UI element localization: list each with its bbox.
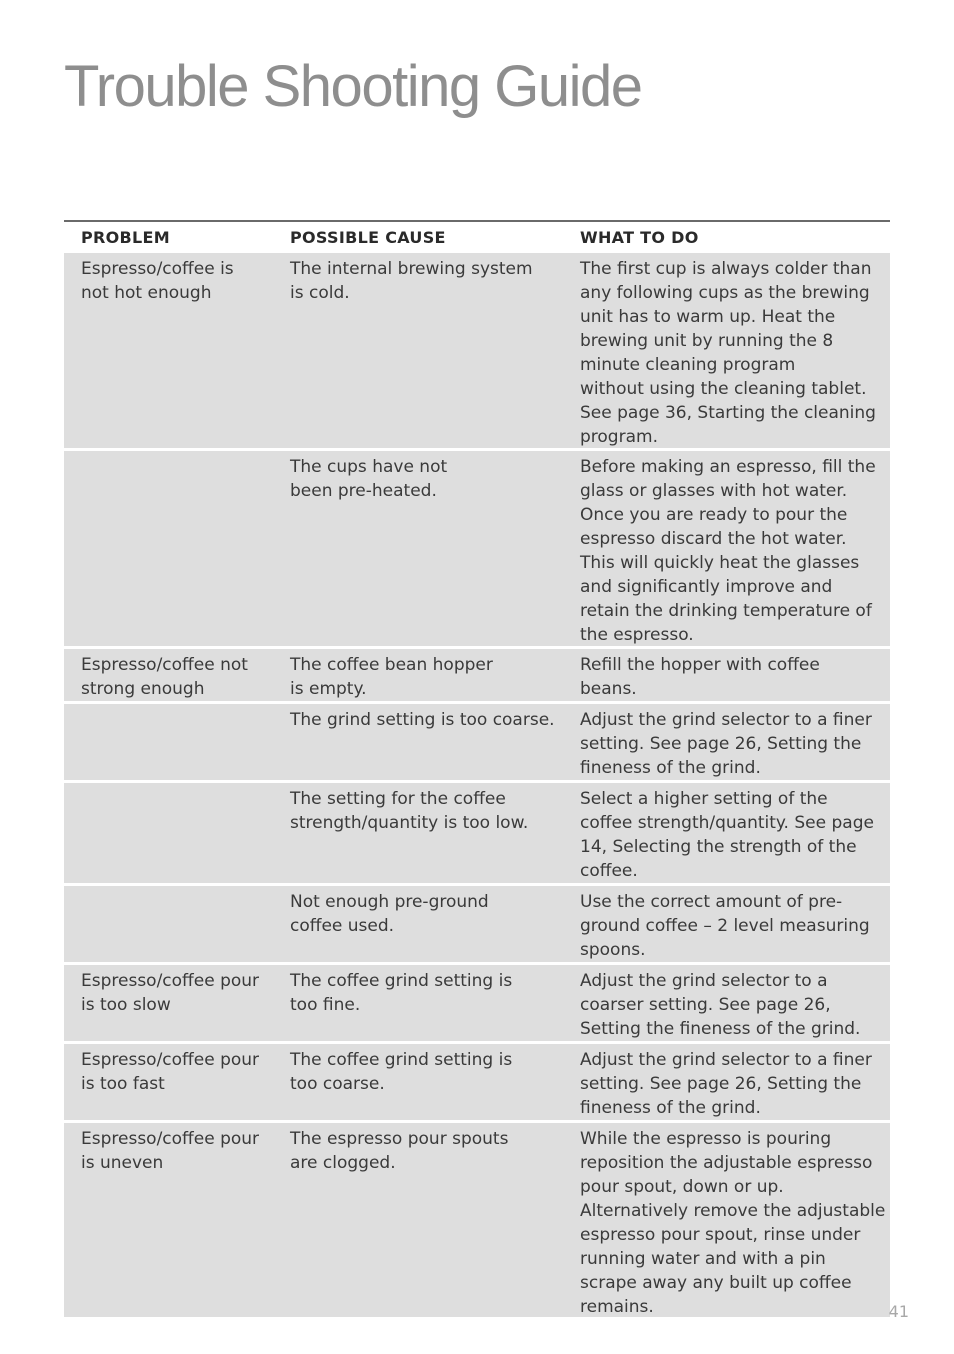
problem-cell: Espresso/coffee pour is too fast [81,1050,260,1094]
cause-cell: Not enough pre-ground coffee used. [290,892,489,936]
todo-cell: The first cup is always colder than any following cups as the brewing unit has to warm up. Heat the brewing unit by running the 8 minute cleaning program without using the cleaning tablet. See page 36, Starting the cleaning program. [580,259,876,447]
todo-cell: Before making an espresso, fill the glass or glasses with hot water. Once you are ready to pour the espresso discard the hot water. This will quickly heat the glasses and significantly improve and retain the drinking temperature of the espresso. [580,457,876,645]
todo-cell: While the espresso is pouring reposition the adjustable espresso pour spout, down or up. Alternatively remove the adjustable espresso pour spout, rinse under running water and with a pin scrape away any built up coffee remains. [580,1129,886,1317]
table-row [64,883,890,962]
cause-cell: The coffee grind setting is too fine. [290,971,513,1015]
problem-cell: Espresso/coffee is not hot enough [81,259,234,303]
problem-cell [64,783,290,883]
page-number: 41 [888,1302,909,1321]
table-row [64,701,890,780]
todo-cell: Adjust the grind selector to a finer setting. See page 26, Setting the fineness of the grind. [580,710,872,778]
table-row [64,646,890,701]
cause-cell: The espresso pour spouts are clogged. [290,1129,509,1173]
problem-cell: Espresso/coffee pour is uneven [81,1129,260,1173]
table-row [64,448,890,646]
table-row [64,250,890,448]
table-header [64,222,890,250]
todo-cell: Use the correct amount of pre- ground coffee – 2 level measuring spoons. [580,892,870,960]
table-row [64,780,890,883]
problem-cell [64,451,290,646]
todo-cell: Adjust the grind selector to a coarser setting. See page 26, Setting the fineness of the grind. [580,971,861,1039]
header-possible-cause: POSSIBLE CAUSE [290,227,446,247]
problem-cell [64,704,290,780]
todo-cell: Select a higher setting of the coffee strength/quantity. See page 14, Selecting the strength of the coffee. [580,789,874,881]
problem-cell: Espresso/coffee pour is too slow [81,971,260,1015]
cause-cell: The cups have not been pre-heated. [290,457,448,501]
todo-cell: Refill the hopper with coffee beans. [580,655,820,699]
page-title: Trouble Shooting Guide [64,54,642,119]
table-row [64,1041,890,1120]
header-what-to-do: WHAT TO DO [580,227,699,247]
table-row [64,962,890,1041]
troubleshooting-table [64,220,890,1317]
todo-cell: Adjust the grind selector to a finer setting. See page 26, Setting the fineness of the grind. [580,1050,872,1118]
header-problem: PROBLEM [81,227,170,247]
problem-cell: Espresso/coffee not strong enough [81,655,248,699]
problem-cell [64,886,290,962]
cause-cell: The grind setting is too coarse. [290,710,555,730]
cause-cell: The internal brewing system is cold. [290,259,533,303]
cause-cell: The setting for the coffee strength/quantity is too low. [290,789,529,833]
table-row [64,1120,890,1317]
cause-cell: The coffee grind setting is too coarse. [290,1050,513,1094]
cause-cell: The coffee bean hopper is empty. [290,655,493,699]
